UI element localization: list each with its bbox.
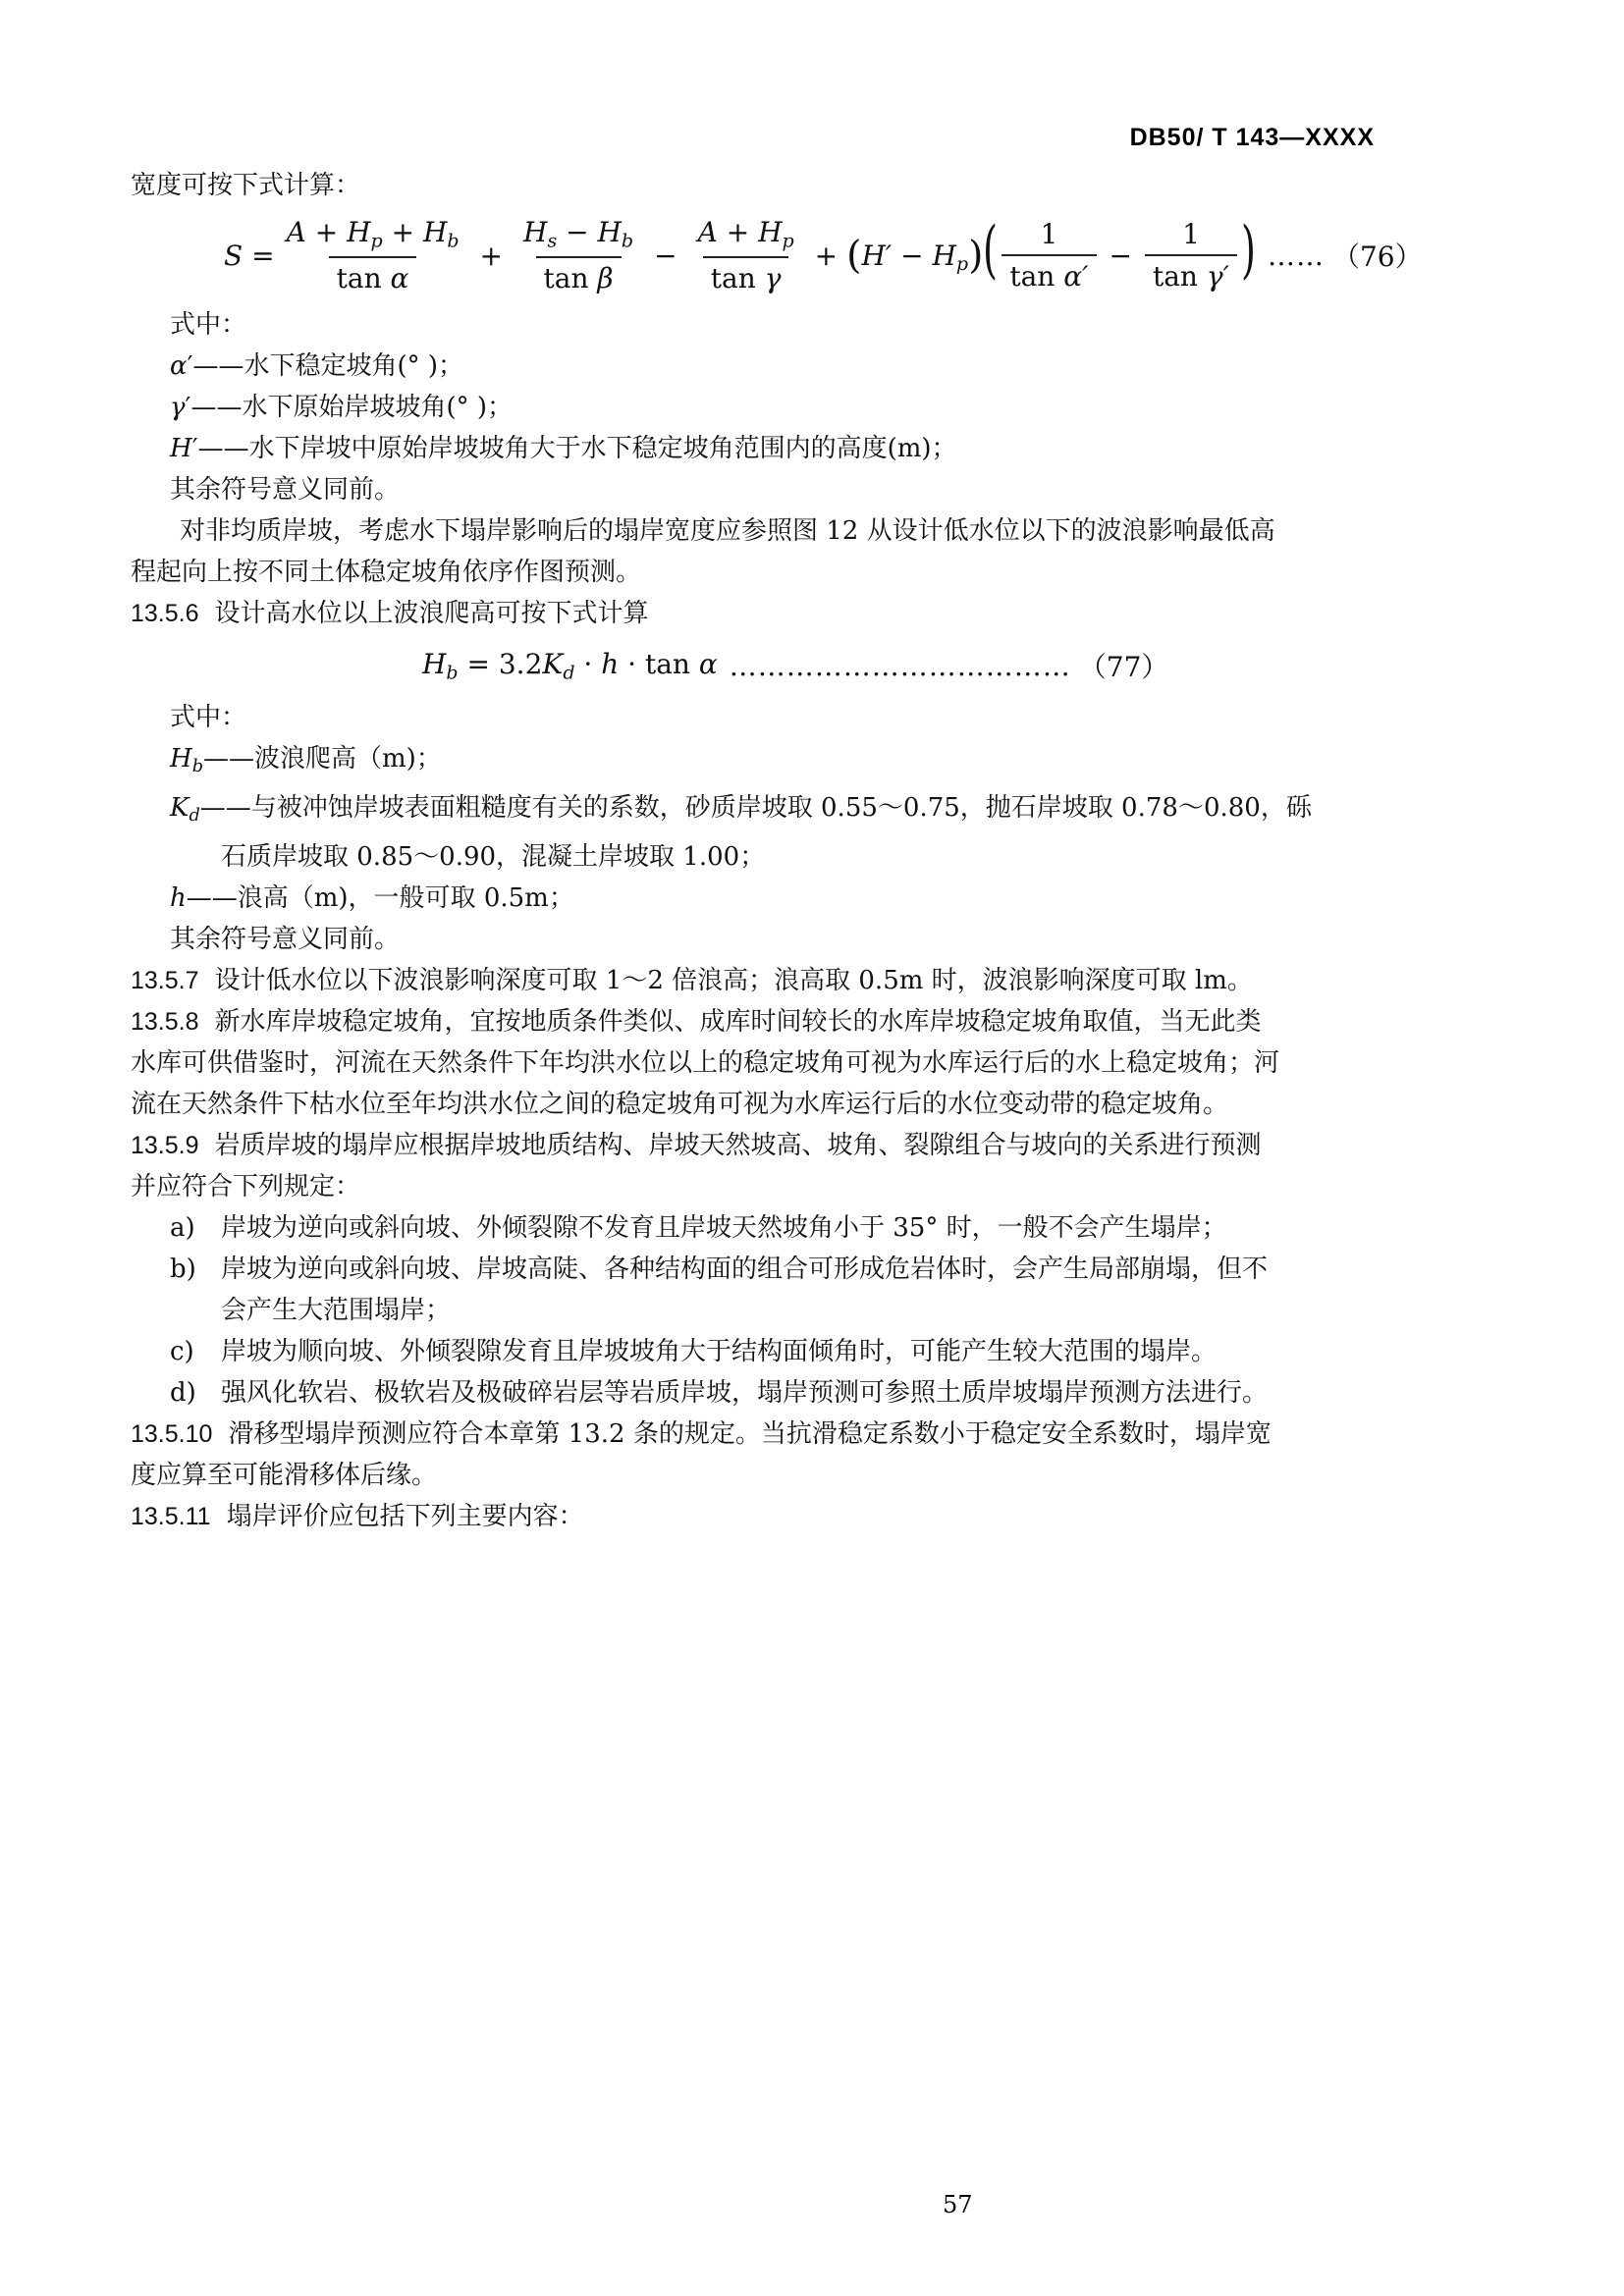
symbol-h: h <box>170 882 187 913</box>
list-item-text: 岸坡为顺向坡、外倾裂隙发育且岸坡坡角大于结构面倾角时，可能产生较大范围的塌岸。 <box>221 1336 1218 1366</box>
formula-77-body: Hb = 3.2Kd · h · tan α <box>422 647 718 684</box>
symbol-gamma-prime: γ′ <box>170 393 191 422</box>
fraction-1-denominator: tan α <box>329 256 417 295</box>
symbol-definition-hb <box>131 738 1506 787</box>
page-header <box>0 124 1375 152</box>
fraction-2-numerator: Hs − Hb <box>523 215 634 252</box>
fraction-1 <box>279 215 467 295</box>
clause-number: 13.5.8 <box>131 1007 199 1036</box>
h-prime-term: (H′ − Hp) <box>846 233 984 278</box>
symbol-definition-h-prime <box>131 428 1506 469</box>
symbol-definition-h <box>131 878 1506 919</box>
right-parenthesis: ) <box>1240 214 1256 288</box>
clause-number: 13.5.7 <box>131 966 199 994</box>
symbol-alpha-prime: α′ <box>170 351 193 381</box>
clause-13-5-8-line-3: 流在天然条件下枯水位至年均洪水位之间的稳定坡角可视为水库运行后的水位变动带的稳定坡角。 <box>131 1089 1229 1119</box>
clause-13-5-8-line-2: 水库可供借鉴时，河流在天然条件下年均洪水位以上的稳定坡角可视为水库运行后的水上稳定坡角；河 <box>131 1047 1280 1078</box>
other-symbols-note: 其余符号意义同前。 <box>170 475 401 505</box>
left-parenthesis: ( <box>983 214 999 288</box>
formula-77 <box>131 634 1506 697</box>
clause-number: 13.5.9 <box>131 1131 199 1159</box>
other-symbols-note: 其余符号意义同前。 <box>170 924 401 954</box>
symbol-definition-kd-line-1 <box>131 787 1506 836</box>
fraction-3 <box>690 215 802 295</box>
list-item-a <box>131 1207 1506 1249</box>
list-item-text: 岸坡为逆向或斜向坡、岸坡高陡、各种结构面的组合可形成危岩体时，会产生局部崩塌，但不 <box>221 1254 1269 1284</box>
page-content <box>131 165 1506 1537</box>
list-marker-c: c) <box>170 1336 194 1366</box>
clause-title: 设计高水位以上波浪爬高可按下式计算 <box>214 599 649 628</box>
where-label: 式中： <box>170 310 247 340</box>
list-item-d <box>131 1372 1506 1414</box>
formula-76-dot-leader: …… <box>1267 239 1325 272</box>
fraction-2 <box>515 215 641 295</box>
fraction-3-numerator: A + Hp <box>697 215 794 252</box>
plus-operator: + <box>479 239 504 272</box>
paragraph-nonuniform-line-1: 对非均质岸坡，考虑水下塌岸影响后的塌岸宽度应参照图 12 从设计低水位以下的波浪影响最低高 <box>180 516 1275 546</box>
list-item-b <box>131 1249 1506 1290</box>
clause-text: 滑移型塌岸预测应符合本章第 13.2 条的规定。当抗滑稳定系数小于稳定安全系数时，塌岸宽 <box>228 1418 1272 1449</box>
formula-76-lhs: S = <box>224 239 275 272</box>
symbol-h-prime: H′ <box>170 434 198 463</box>
clause-13-5-9-line-2: 并应符合下列规定： <box>131 1171 361 1201</box>
fraction-5-numerator: 1 <box>1182 218 1200 250</box>
symbol-definition-gamma-prime <box>131 387 1506 428</box>
page-number: 57 <box>943 2191 973 2218</box>
list-item-text: 强风化软岩、极软岩及极破碎岩层等岩质岸坡，塌岸预测可参照土质岸坡塌岸预测方法进行。 <box>221 1377 1269 1408</box>
list-marker-b: b) <box>170 1254 196 1284</box>
clause-13-5-10-line-2: 度应算至可能滑移体后缘。 <box>131 1460 438 1490</box>
symbol-hb: Hb <box>170 744 203 776</box>
list-marker-d: d) <box>170 1377 196 1408</box>
plus-operator: + <box>814 239 839 272</box>
clause-13-5-10-line-1 <box>131 1414 1506 1455</box>
fraction-4 <box>1001 217 1096 294</box>
clause-text: 设计低水位以下波浪影响深度可取 1～2 倍浪高；浪高取 0.5m 时，波浪影响深度可取 lm。 <box>214 965 1253 995</box>
symbol-kd: Kd <box>170 792 200 826</box>
clause-number: 13.5.6 <box>131 600 199 627</box>
fraction-1-numerator: A + Hp + Hb <box>286 215 460 252</box>
minus-operator: − <box>654 239 677 272</box>
fraction-4-numerator: 1 <box>1040 218 1058 250</box>
list-marker-a: a) <box>170 1212 195 1243</box>
definition-text: ——浪高（m)，一般可取 0.5m； <box>186 882 574 913</box>
definition-text: ——与被冲蚀岸坡表面粗糙度有关的系数，砂质岸坡取 0.55～0.75，抛石岸坡取 0.78～0.80，砾 <box>199 792 1312 823</box>
symbol-definition-kd-line-2: 石质岸坡取 0.85～0.90，混凝土岸坡取 1.00； <box>221 841 766 872</box>
doc-code: DB50/ T 143—XXXX <box>1129 124 1375 151</box>
clause-text: 新水库岸坡稳定坡角，宜按地质条件类似、成库时间较长的水库岸坡稳定坡角取值，当无此类 <box>214 1006 1262 1037</box>
fraction-5-denominator: tan γ′ <box>1145 254 1237 294</box>
definition-text: ——水下稳定坡角(° )； <box>192 351 464 381</box>
formula-77-number: （77） <box>1078 651 1169 683</box>
definition-text: ——水下岸坡中原始岸坡坡角大于水下稳定坡角范围内的高度(m)； <box>197 434 957 463</box>
formula-76 <box>131 208 1506 302</box>
clause-13-5-6 <box>131 593 1506 634</box>
fraction-3-denominator: tan γ <box>703 256 789 295</box>
list-item-text: 岸坡为逆向或斜向坡、外倾裂隙不发育且岸坡天然坡角小于 35° 时，一般不会产生塌岸； <box>221 1212 1227 1243</box>
formula-77-dot-leader: ……………………………… <box>729 649 1071 682</box>
fraction-4-denominator: tan α′ <box>1001 254 1096 294</box>
fraction-2-denominator: tan β <box>536 256 622 295</box>
formula-76-number: （76） <box>1331 240 1423 273</box>
clause-13-5-7 <box>131 960 1506 1001</box>
clause-number: 13.5.10 <box>131 1419 213 1448</box>
intro-line: 宽度可按下式计算： <box>131 171 361 200</box>
clause-13-5-11 <box>131 1496 1506 1537</box>
where-label: 式中： <box>170 703 247 732</box>
fraction-5 <box>1145 217 1237 294</box>
definition-text: ——波浪爬高（m)； <box>203 744 442 774</box>
clause-text: 岩质岸坡的塌岸应根据岸坡地质结构、岸坡天然坡高、坡角、裂隙组合与坡向的关系进行预测 <box>214 1130 1262 1160</box>
paragraph-nonuniform-line-2: 程起向上按不同土体稳定坡角依序作图预测。 <box>131 558 642 587</box>
clause-text: 塌岸评价应包括下列主要内容： <box>226 1501 584 1531</box>
definition-text: ——水下原始岸坡坡角(° )； <box>190 393 514 422</box>
list-item-c <box>131 1331 1506 1372</box>
minus-operator: − <box>1109 239 1132 272</box>
clause-13-5-8-line-1 <box>131 1001 1506 1042</box>
symbol-definition-alpha-prime <box>131 346 1506 387</box>
list-item-b-continuation: 会产生大范围塌岸； <box>221 1295 452 1325</box>
clause-number: 13.5.11 <box>131 1502 211 1530</box>
clause-13-5-9-line-1 <box>131 1125 1506 1166</box>
